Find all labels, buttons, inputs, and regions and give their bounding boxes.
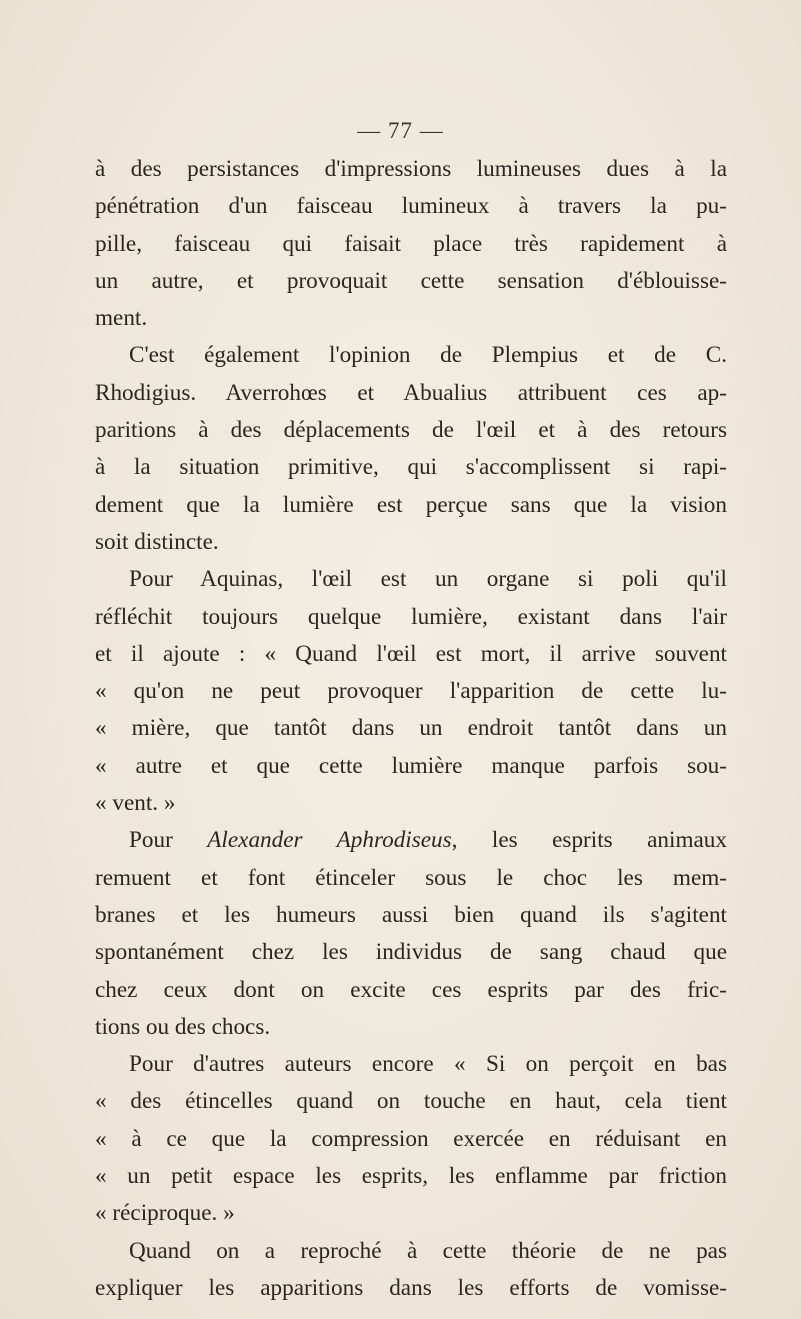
text-fragment: Pour (129, 827, 208, 854)
text-line: tions ou des chocs. (95, 1013, 271, 1040)
page-number: — 77 — (357, 118, 444, 143)
text-line: « vent. » (95, 790, 176, 817)
body-text (95, 151, 727, 1307)
text-fragment: , les esprits animaux (451, 827, 727, 854)
text-line: « autre et que cette lumière manque parfois sou- (95, 752, 727, 779)
text-line: « réciproque. » (95, 1200, 235, 1227)
text-line: réfléchit toujours quelque lumière, existant dans l'air (95, 603, 727, 630)
text-line: à des persistances d'impressions lumineuses dues à la (95, 156, 727, 182)
text-line: « à ce que la compression exercée en réduisant en (95, 1125, 727, 1152)
text-line: et il ajoute : « Quand l'œil est mort, il arrive souvent (95, 640, 727, 667)
author-name-italic: Alexander Aphrodiseus (207, 827, 452, 854)
text-line: « qu'on ne peut provoquer l'apparition de cette lu- (95, 678, 727, 705)
text-line: « mière, que tantôt dans un endroit tantôt dans un (95, 715, 727, 742)
text-line: dement que la lumière est perçue sans que la vision (95, 491, 727, 518)
text-line: pille, faisceau qui faisait place très rapidement à (95, 230, 727, 257)
text-line: chez ceux dont on excite ces esprits par des fric- (95, 976, 727, 1003)
text-line: spontanément chez les individus de sang chaud que (95, 939, 727, 966)
text-line: soit distincte. (95, 528, 219, 555)
text-line: Quand on a reproché à cette théorie de ne pas (129, 1237, 727, 1264)
text-line: « des étincelles quand on touche en haut, cela tient (95, 1088, 727, 1115)
text-line: expliquer les apparitions dans les efforts de vomisse- (95, 1274, 727, 1301)
text-line (95, 822, 727, 859)
text-line: Pour d'autres auteurs encore « Si on perçoit en bas (129, 1051, 727, 1078)
text-line: à la situation primitive, qui s'accomplissent si rapi- (95, 454, 727, 481)
text-line: branes et les humeurs aussi bien quand ils s'agitent (95, 901, 727, 928)
text-line: pénétration d'un faisceau lumineux à travers la pu- (95, 193, 727, 220)
text-line: ment. (95, 305, 148, 332)
text-line: Pour Aquinas, l'œil est un organe si poli qu'il (129, 566, 727, 593)
text-line: un autre, et provoquait cette sensation d'éblouisse- (95, 267, 727, 294)
text-line: Rhodigius. Averrohœs et Abualius attribuent ces ap- (95, 379, 727, 406)
text-line: « un petit espace les esprits, les enflamme par friction (95, 1163, 727, 1190)
text-line: C'est également l'opinion de Plempius et de C. (129, 342, 727, 369)
text-line: paritions à des déplacements de l'œil et à des retours (95, 417, 727, 444)
text-line: remuent et font étinceler sous le choc les mem- (95, 864, 727, 891)
